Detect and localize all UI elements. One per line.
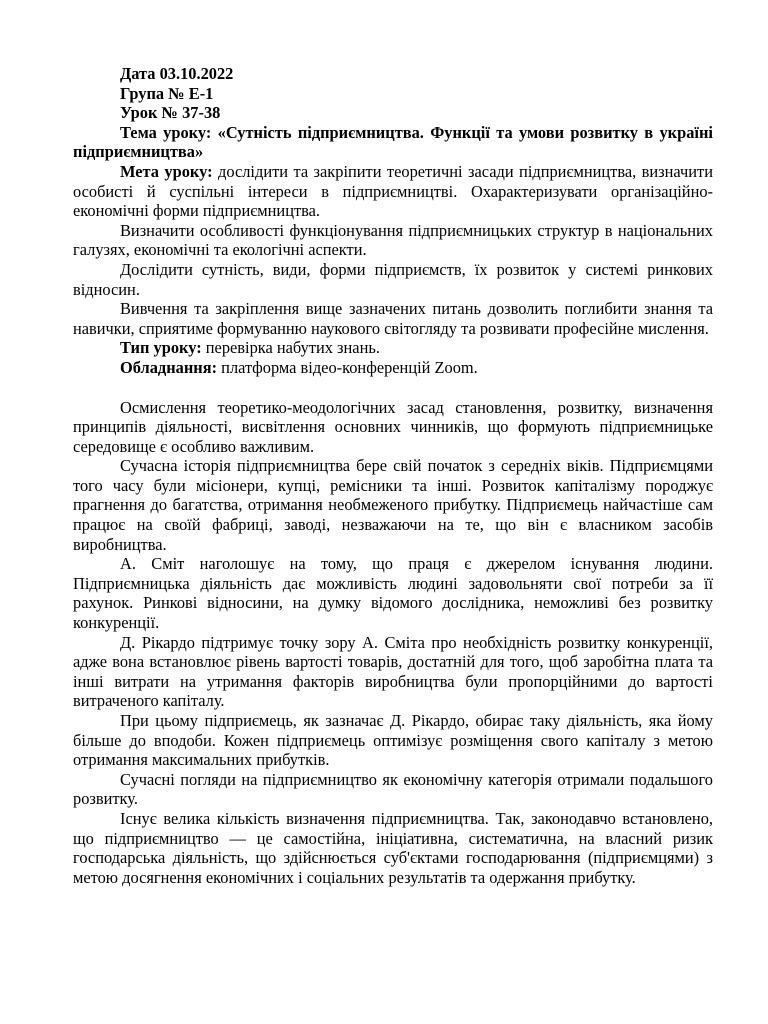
topic-label: Тема уроку: bbox=[120, 122, 212, 142]
lesson-group: Група № Е-1 bbox=[120, 83, 214, 103]
body-paragraph: Осмислення теоретико-меодологічних засад становлення, розвитку, визначення принципів діяльності, висвітлення основних чинників, що формують підприємницьке середовище є особливо важливим. bbox=[73, 397, 713, 456]
lesson-date: Дата 03.10.2022 bbox=[120, 64, 234, 83]
body-paragraph: Сучасні погляди на підприємництво як економічну категорія отримали подальшого розвитку. bbox=[73, 769, 713, 809]
goal-paragraph: Визначити особливості функціонування підприємницьких структур в національних галузях, економічні та екологічні аспекти. bbox=[73, 220, 713, 260]
lesson-type-text: перевірка набутих знань. bbox=[201, 338, 380, 358]
paragraph-spacer bbox=[73, 378, 713, 398]
body-paragraph: Д. Рікардо підтримує точку зору А. Сміта про необхідність розвитку конкуренції, адже вона встановлює рівень вартості товарів, достатній для того, щоб заробітна плата та інші витрати на утримання факторів виробництва були пропорційними до вартості витраченого капіталу. bbox=[73, 632, 713, 711]
body-paragraph: Існує велика кількість визначення підприємництва. Так, законодавчо встановлено, що підприємництво — це самостійна, ініціативна, систематична, на власний ризик господарська діяльність, що здійснюється суб'єктами господарювання (підприємцями) з метою досягнення економічних і соціальних результатів та одержання прибутку. bbox=[73, 808, 713, 887]
body-paragraph: При цьому підприємець, як зазначає Д. Рікардо, обирає таку діяльність, яка йому більше до вподоби. Кожен підприємець оптимізує розміщення свого капіталу з метою отримання максимальних прибутків. bbox=[73, 711, 713, 770]
lesson-number: Урок № 37-38 bbox=[120, 103, 221, 123]
body-paragraph: А. Сміт наголошує на тому, що праця є джерелом існування людини. Підприємницька діяльність дає можливість людині задовольняти свої потреби за її рахунок. Ринкові відносини, на думку відомого дослідника, неможливі без розвитку конкуренції. bbox=[73, 554, 713, 633]
lesson-type bbox=[73, 338, 713, 358]
document-page bbox=[73, 64, 713, 887]
lesson-type-label: Тип уроку: bbox=[120, 338, 202, 358]
equipment-text: платформа відео-конференцій Zoom. bbox=[217, 357, 478, 377]
goal-label: Мета уроку: bbox=[120, 161, 213, 181]
lesson-equipment bbox=[73, 358, 713, 378]
goal-paragraph: Вивчення та закріплення вище зазначених питань дозволить поглибити знання та навички, сприятиме формуванню наукового світогляду та розвивати професійне мислення. bbox=[73, 299, 713, 338]
lesson-goal bbox=[73, 162, 713, 221]
goal-paragraph: Дослідити сутність, види, форми підприємств, їх розвиток у системі ринкових відносин. bbox=[73, 259, 713, 299]
topic-text: «Сутність підприємництва. Функції та умови розвитку в україні підприємництва» bbox=[73, 122, 713, 162]
goal-text: дослідити та закріпити теоретичні засади підприємництва, визначити особисті й суспільні інтереси в підприємництві. Охарактеризувати організаційно-економічні форми підприємництва. bbox=[73, 161, 713, 221]
lesson-topic bbox=[73, 123, 713, 162]
body-paragraph: Сучасна історія підприємництва бере свій початок з середніх віків. Підприємцями того часу були місіонери, купці, ремісники та інші. Розвиток капіталізму породжує прагнення до багатства, отримання необмеженого прибутку. Підприємець найчастіше сам працює на своїй фабриці, заводі, незважаючи на те, що він є власником засобів виробництва. bbox=[73, 456, 713, 554]
equipment-label: Обладнання: bbox=[120, 357, 218, 377]
